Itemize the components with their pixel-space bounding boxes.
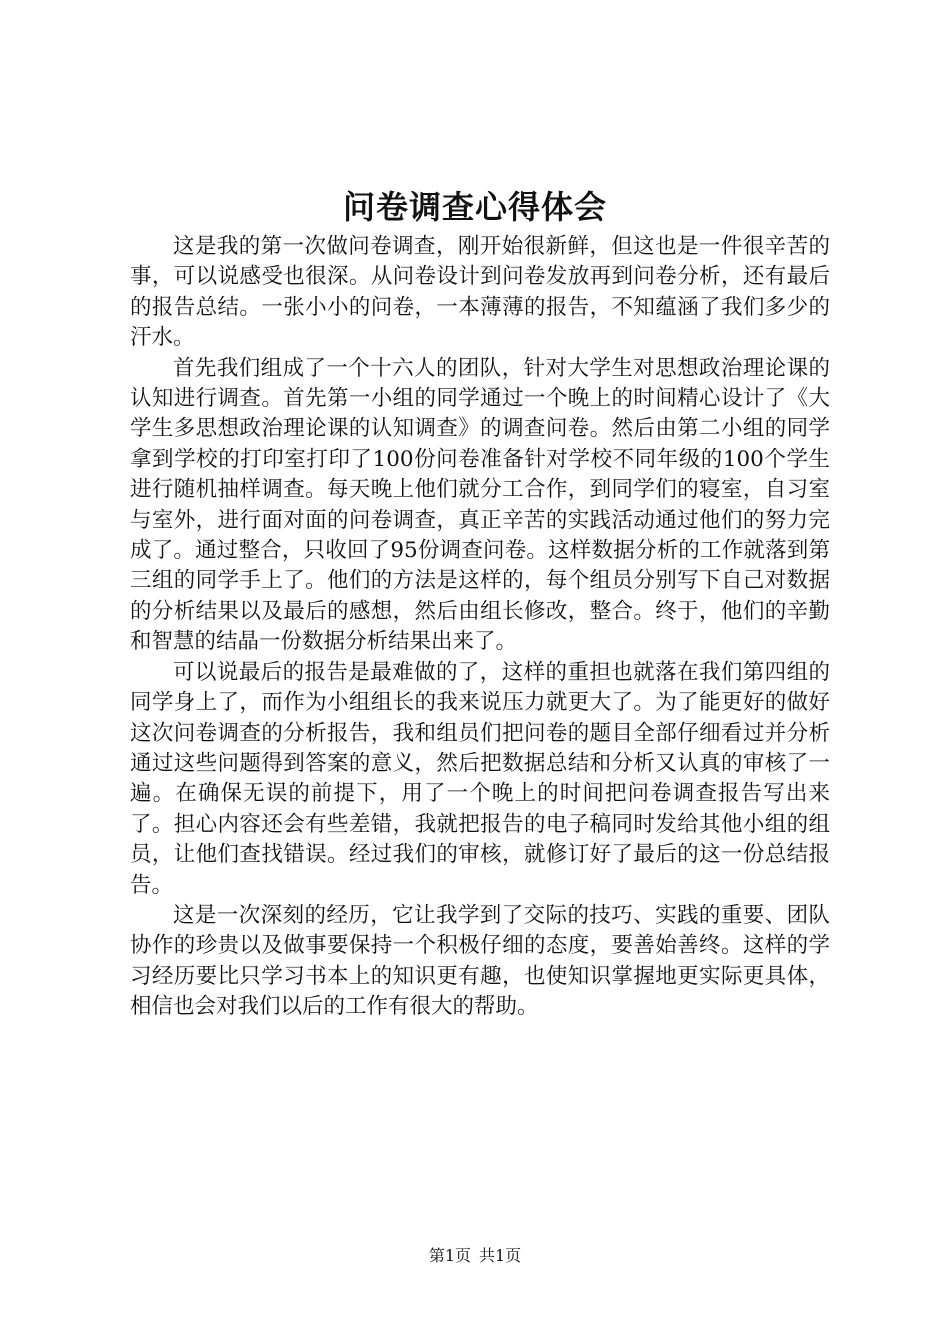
page-number-total: 共1页 (479, 1246, 522, 1265)
page-number-current: 第1页 (428, 1246, 471, 1265)
paragraph-4: 这是一次深刻的经历，它让我学到了交际的技巧、实践的重要、团队协作的珍贵以及做事要保持一个积极仔细的态度，要善始善终。这样的学习经历要比只学习书本上的知识更有趣，也使知识掌握地更实际更具体，相信也会对我们以后的工作有很大的帮助。 (130, 902, 830, 1020)
paragraph-3: 可以说最后的报告是最难做的了，这样的重担也就落在我们第四组的同学身上了，而作为小组组长的我来说压力就更大了。为了能更好的做好这次问卷调查的分析报告，我和组员们把问卷的题目全部仔细看过并分析通过这些问题得到答案的意义，然后把数据总结和分析又认真的审核了一遍。在确保无误的前提下，用了一个晚上的时间把问卷调查报告写出来了。担心内容还会有些差错，我就把报告的电子稿同时发给其他小组的组员，让他们查找错误。经过我们的审核，就修订好了最后的这一份总结报告。 (130, 659, 830, 898)
paragraph-1: 这是我的第一次做问卷调查，刚开始很新鲜，但这也是一件很辛苦的事，可以说感受也很深。从问卷设计到问卷发放再到问卷分析，还有最后的报告总结。一张小小的问卷，一本薄薄的报告，不知蕴涵了我们多少的汗水。 (130, 234, 830, 351)
document-title: 问卷调查心得体会 (342, 188, 607, 226)
document-body (130, 232, 830, 1023)
page-footer (0, 1245, 950, 1267)
paragraph-2: 首先我们组成了一个十六人的团队，针对大学生对思想政治理论课的认知进行调查。首先第一小组的同学通过一个晚上的时间精心设计了《大学生多思想政治理论课的认知调查》的调查问卷。然后由第二小组的同学拿到学校的打印室打印了100份问卷准备针对学校不同年级的100个学生进行随机抽样调查。每天晚上他们就分工合作，到同学们的寝室，自习室与室外，进行面对面的问卷调查，真正辛苦的实践活动通过他们的努力完成了。通过整合，只收回了95份调查问卷。这样数据分析的工作就落到第三组的同学手上了。他们的方法是这样的，每个组员分别写下自己对数据的分析结果以及最后的感想，然后由组长修改，整合。终于，他们的辛勤和智慧的结晶一份数据分析结果出来了。 (130, 355, 830, 655)
